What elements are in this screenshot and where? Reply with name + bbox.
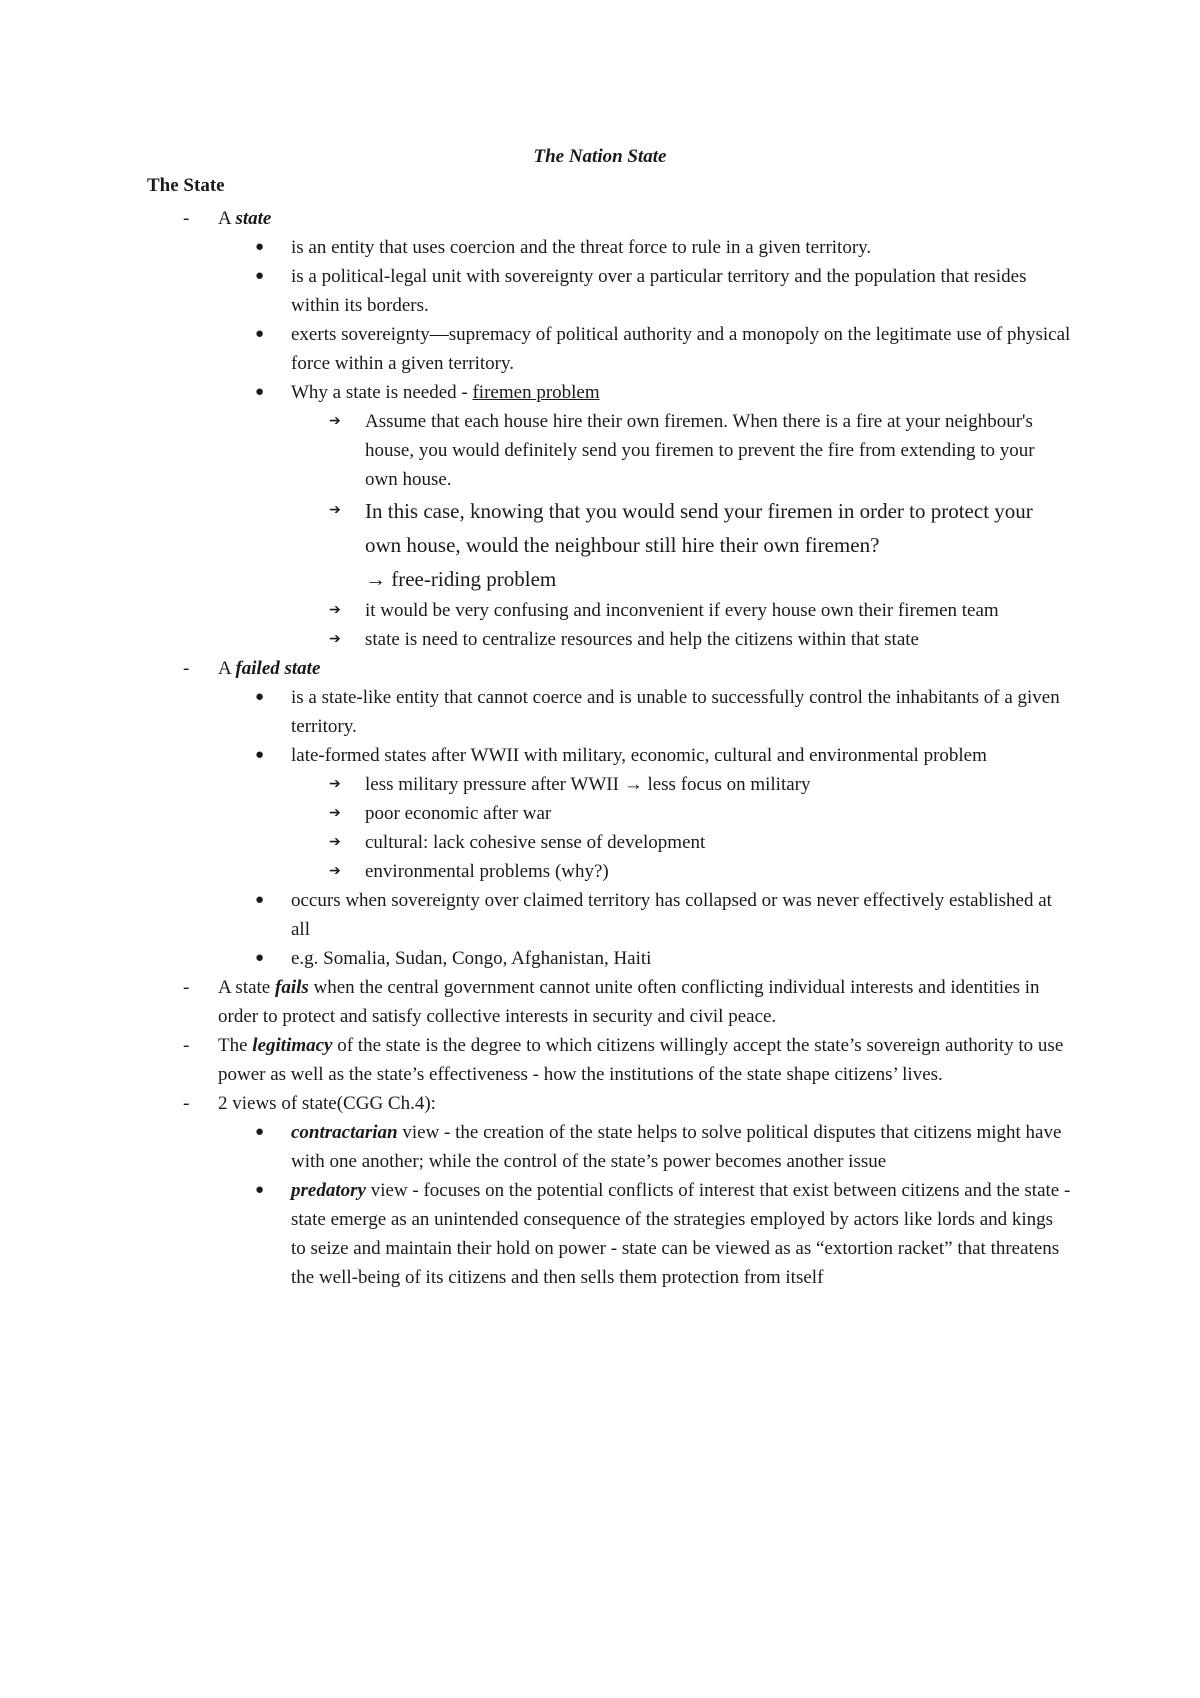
- term-predatory: predatory: [291, 1180, 366, 1201]
- item-prefix: A: [218, 208, 236, 229]
- dash-marker: -: [183, 658, 190, 679]
- list-item-failed-state: [0, 654, 1072, 683]
- sub-list-item: [0, 494, 1072, 596]
- item-text: view - the creation of the state helps to solve political disputes that citizens might have with one another; while the control of the state’s power becomes another issue: [291, 1122, 1062, 1172]
- item-prefix: The: [218, 1035, 253, 1056]
- arrow-marker: ➔: [329, 806, 341, 821]
- item-text: In this case, knowing that you would send your firemen in order to protect your own house, would the neighbour still hire their own firemen?: [365, 499, 1033, 557]
- bullet-marker: ●: [255, 747, 265, 763]
- item-text: cultural: lack cohesive sense of development: [365, 832, 706, 853]
- bullet-marker: ●: [255, 239, 265, 255]
- list-item-why-needed: [0, 378, 1072, 407]
- item-text: it would be very confusing and inconvenient if every house own their firemen team: [365, 600, 999, 621]
- list-item: [0, 262, 1072, 320]
- bullet-marker: ●: [255, 384, 265, 400]
- bullet-marker: ●: [255, 950, 265, 966]
- item-text: late-formed states after WWII with military, economic, cultural and environmental problem: [291, 745, 987, 766]
- list-item-legitimacy: [0, 1031, 1072, 1089]
- bullet-marker: ●: [255, 1182, 265, 1198]
- list-item: [0, 233, 1072, 262]
- item-text: of the state is the degree to which citizens willingly accept the state’s sovereign authority to use power as well as the state’s effectiveness - how the institutions of the state shape citizens’ lives.: [218, 1035, 1064, 1085]
- document-title: The Nation State: [533, 146, 667, 167]
- bullet-marker: ●: [255, 892, 265, 908]
- arrow-marker: ➔: [329, 864, 341, 879]
- item-text: when the central government cannot unite often conflicting individual interests and identities in order to protect and satisfy collective interests in security and civil peace.: [218, 977, 1040, 1027]
- list-item: [0, 741, 1072, 770]
- firemen-problem-link[interactable]: firemen problem: [472, 382, 600, 403]
- dash-marker: -: [183, 208, 190, 229]
- term-failed-state: failed state: [235, 658, 321, 679]
- dash-marker: -: [183, 1035, 190, 1056]
- sub-list-item: [0, 857, 1072, 886]
- list-item: [0, 886, 1072, 944]
- term-legitimacy: legitimacy: [252, 1035, 333, 1056]
- item-text: Assume that each house hire their own firemen. When there is a fire at your neighbour's house, you would definitely send you firemen to prevent the fire from extending to your own house.: [365, 411, 1035, 490]
- item-text: e.g. Somalia, Sudan, Congo, Afghanistan, Haiti: [291, 948, 652, 969]
- arrow-marker: ➔: [329, 632, 341, 647]
- dash-marker: -: [183, 1093, 190, 1114]
- list-item-contractarian: [0, 1118, 1072, 1176]
- arrow-marker: ➔: [329, 503, 341, 518]
- bullet-marker: ●: [255, 689, 265, 705]
- sub-list-item: [0, 799, 1072, 828]
- list-item-a-state: [0, 204, 1072, 233]
- term-state: state: [235, 208, 272, 229]
- arrow-marker: ➔: [329, 777, 341, 792]
- item-text: Why a state is needed -: [291, 382, 473, 403]
- arrow-marker: ➔: [329, 603, 341, 618]
- item-prefix: A: [218, 658, 236, 679]
- bullet-marker: ●: [255, 268, 265, 284]
- section-heading: The State: [147, 175, 225, 196]
- item-text: less military pressure after WWII → less focus on military: [365, 774, 811, 795]
- item-text: is an entity that uses coercion and the threat force to rule in a given territory.: [291, 237, 872, 258]
- item-text: poor economic after war: [365, 803, 552, 824]
- sub-list-item: [0, 596, 1072, 625]
- term-fails: fails: [275, 977, 309, 998]
- item-text: occurs when sovereignty over claimed territory has collapsed or was never effectively established at all: [291, 890, 1052, 940]
- list-item: [0, 683, 1072, 741]
- sub-list-item: [0, 770, 1072, 799]
- item-text: state is need to centralize resources and help the citizens within that state: [365, 629, 919, 650]
- item-prefix: A state: [218, 977, 275, 998]
- sub-list-item: [0, 407, 1072, 494]
- item-text: 2 views of state(CGG Ch.4):: [218, 1093, 436, 1114]
- arrow-marker: ➔: [329, 835, 341, 850]
- item-text: is a political-legal unit with sovereignty over a particular territory and the population that resides within its borders.: [291, 266, 1027, 316]
- list-item: [0, 320, 1072, 378]
- item-text: environmental problems (why?): [365, 861, 609, 882]
- bullet-marker: ●: [255, 326, 265, 342]
- dash-marker: -: [183, 977, 190, 998]
- item-text: view - focuses on the potential conflicts of interest that exist between citizens and the state - state emerge as an unintended consequence of the strategies employed by actors like lords and kings to seize and maintain their hold on power - state can be viewed as as “extortion racket” that threatens the well-being of its citizens and then sells them protection from itself: [291, 1180, 1071, 1288]
- sub-list-item: [0, 625, 1072, 654]
- list-item-predatory: [0, 1176, 1072, 1292]
- bullet-marker: ●: [255, 1124, 265, 1140]
- arrow-marker: ➔: [329, 414, 341, 429]
- list-item-views: [0, 1089, 1072, 1118]
- document-body: [0, 204, 1200, 1292]
- sub-list-item: [0, 828, 1072, 857]
- list-item-state-fails: [0, 973, 1072, 1031]
- item-text: exerts sovereignty—supremacy of political authority and a monopoly on the legitimate use of physical force within a given territory.: [291, 324, 1071, 374]
- list-item: [0, 944, 1072, 973]
- term-contractarian: contractarian: [291, 1122, 398, 1143]
- free-riding-note: → free-riding problem: [365, 567, 557, 591]
- item-text: is a state-like entity that cannot coerce and is unable to successfully control the inhabitants of a given territory.: [291, 687, 1060, 737]
